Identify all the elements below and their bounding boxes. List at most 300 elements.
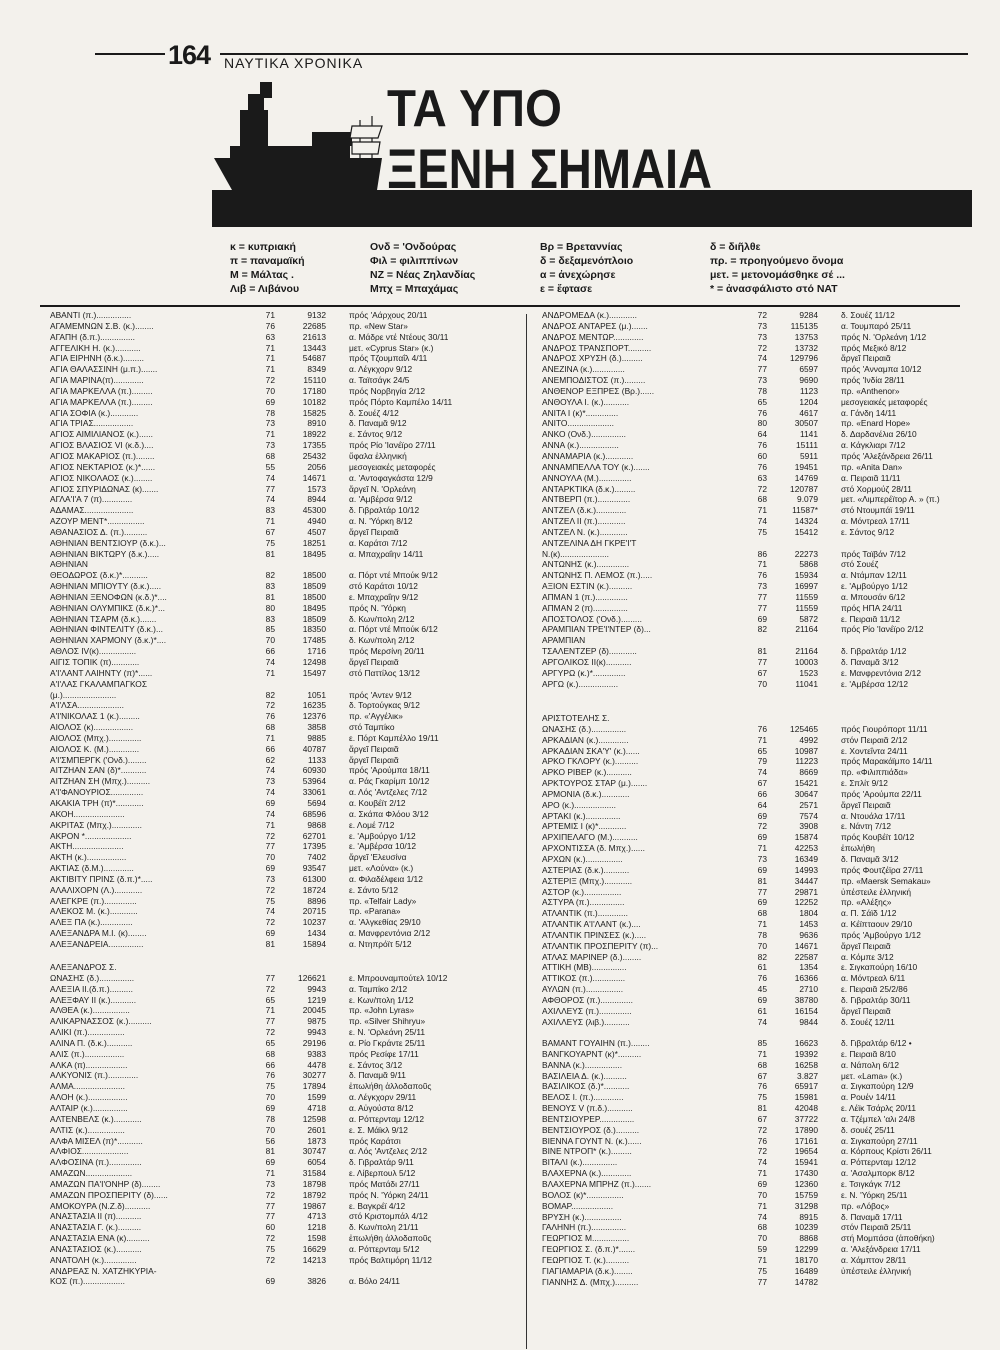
- build-year: 72: [757, 310, 767, 320]
- ship-note: πρός 'Ινδία 28/11: [841, 375, 905, 386]
- ship-name: ΑΤΛΑΝΤΙΚ (π.).............: [542, 908, 628, 919]
- ship-note: ε. Σάντος 3/12: [349, 1059, 403, 1070]
- ship-note: ε. Μπρουναμπούτελ 10/12: [349, 972, 448, 983]
- tonnage: 18922: [302, 429, 326, 440]
- tonnage: 5911: [799, 450, 818, 461]
- ship-name: ΑΜΑΖΩΝ ΠΡΟΣΠΕΡΙΤΥ (δ)......: [50, 1189, 168, 1200]
- build-year: 55: [265, 461, 275, 472]
- ship-name: ΑΡΤΑΚΙ (κ.)...............: [542, 810, 621, 821]
- tonnage: 29196: [302, 1037, 326, 1048]
- ship-name: ΑΔΑΜΑΣ.....................: [50, 505, 134, 516]
- ship-note: στό Χορμούζ 28/11: [841, 483, 912, 494]
- ship-note: ε. Τσιγκάγκ 7/12: [841, 1178, 901, 1189]
- build-year: 65: [265, 994, 275, 1005]
- ship-note: α. Πόρτ ντέ Μπούκ 9/12: [349, 570, 438, 581]
- ship-name: ΑΓΙΟΣ ΝΙΚΟΛΑΟΣ (κ.)........: [50, 472, 153, 483]
- ship-name: ΒΛΑΧΕΡΝΑ ΜΠΡΗΖ (π.).......: [542, 1178, 652, 1189]
- ship-note: δ. Παναμᾶ 17/11: [841, 1211, 903, 1222]
- ship-note: δ. Τορτούγκας 9/12: [349, 700, 420, 711]
- build-year: 71: [265, 732, 275, 743]
- tonnage: 1141: [799, 429, 818, 440]
- ship-name: ΑΛΕΞΑΝΔΡΑ Μ.Ι. (κ)........: [50, 928, 147, 939]
- tonnage: 38780: [794, 994, 818, 1005]
- legend-item: πρ. = προηγούμενο ὄνομα: [710, 255, 844, 267]
- ship-name: ΑΘΗΝΙΑΝ ΒΕΝΤΣΙΟΥΡ (δ.κ.)...: [50, 537, 166, 548]
- ship-note: πρ. «'Αγγέλικ»: [349, 711, 403, 722]
- tonnage: 1219: [307, 994, 326, 1005]
- build-year: 76: [757, 1135, 767, 1146]
- ship-note: πρ. «New Star»: [349, 320, 408, 331]
- build-year: 70: [265, 635, 275, 646]
- ship-note: μετ. «Cyprus Star» (κ.): [349, 342, 434, 353]
- build-year: 67: [757, 667, 767, 678]
- ship-name: ΑΝΑΣΤΑΣΙΟΣ (κ.)...........: [50, 1243, 142, 1254]
- ship-name: ΩΝΑΣΗΣ (δ.)...............: [50, 972, 135, 983]
- legend-item: Βρ = Βρεταννίας: [540, 241, 623, 253]
- ship-note: πρός Μεξικό 8/12: [841, 342, 907, 353]
- ship-note: α. 'Αμβέρσα 9/12: [349, 494, 413, 505]
- tonnage: 61300: [302, 873, 326, 884]
- build-year: 74: [265, 494, 275, 505]
- ship-note: α. 'Ασαλμπορκ 8/12: [841, 1168, 915, 1179]
- ship-note: στόν Πειραιᾶ 2/12: [841, 734, 908, 745]
- build-year: 63: [265, 331, 275, 342]
- tonnage: 62701: [302, 830, 326, 841]
- ship-note: ἄργεῖ Πειραιᾶ: [349, 657, 399, 667]
- tonnage: 1523: [799, 667, 818, 678]
- tonnage: 18350: [302, 624, 326, 635]
- tonnage: 4718: [307, 1102, 326, 1113]
- tonnage: 31584: [302, 1168, 326, 1179]
- ship-note: α. Ντάμπαν 12/11: [841, 570, 907, 581]
- ship-name: ΒΕΛΟΣ Ι. (π.).............: [542, 1092, 624, 1103]
- tonnage: 5872: [799, 613, 818, 624]
- ship-name: ΑΝΙΤΑ Ι (κ)*..............: [542, 407, 619, 418]
- ship-name: ΑΝΔΡΟΣ ΑΝΤΑΡΕΣ (μ.).......: [542, 320, 648, 331]
- ship-name: ΚΟΣ (π.)..................: [50, 1276, 125, 1287]
- build-year: 70: [265, 852, 275, 863]
- build-year: 72: [265, 700, 275, 711]
- ship-name: ΑΘΗΝΙΑΝ ΤΣΑΡΜ (δ.κ.).......: [50, 613, 157, 624]
- ship-note: α. Ντηπρόϊτ 5/12: [349, 938, 412, 949]
- tonnage: 14993: [794, 864, 818, 875]
- build-year: 61: [757, 962, 767, 973]
- ship-note: πρός 'Αμβούργο 1/12: [841, 929, 921, 940]
- build-year: 77: [265, 972, 275, 983]
- ship-name: ΑΝΘΕΝΟΡ ΕΞΠΡΕΣ (Βρ.)......: [542, 385, 655, 396]
- build-year: 76: [265, 711, 275, 722]
- tonnage: 14671: [794, 940, 818, 951]
- ship-note: α. Νάπολη 6/12: [841, 1059, 900, 1070]
- tonnage: 9690: [799, 375, 818, 386]
- build-year: 81: [265, 548, 275, 559]
- build-year: 72: [757, 1124, 767, 1135]
- ship-name: ΑΛΙΚΙ (π.)................: [50, 1027, 125, 1038]
- tonnage: 21613: [302, 331, 326, 342]
- ship-note: α. Π. Σάϊδ 1/12: [841, 908, 897, 919]
- ship-name: ΑΛΘΕΑ (κ.)................: [50, 1005, 130, 1016]
- ship-note: ἄργεῖ 'Ελευσίνα: [349, 852, 407, 863]
- tonnage: 18500: [302, 570, 326, 581]
- ship-name: ΒΑΝΝΑ (κ.)................: [542, 1059, 623, 1070]
- ship-note: α. 'Αντοφαγκάστα 12/9: [349, 472, 433, 483]
- build-year: 72: [757, 1146, 767, 1157]
- ship-note: δ. Σουέζ 4/12: [349, 407, 399, 418]
- ship-name: ΩΝΑΣΗΣ (δ.)...............: [542, 723, 627, 734]
- build-year: 72: [757, 483, 767, 494]
- ship-name: ΑΘΗΝΙΑΝ ΞΕΝΟΦΩΝ (κ.δ.)*....: [50, 591, 167, 602]
- ship-name: Α'Ι'ΛΣΑ....................: [50, 700, 125, 711]
- ship-note: α. Χάμπτον 28/11: [841, 1254, 907, 1265]
- ship-name: ΑΛΦΙΟΣ....................: [50, 1146, 129, 1157]
- build-year: 71: [757, 919, 767, 930]
- tonnage: 68596: [302, 808, 326, 819]
- ship-name: ΑΛΙΣ (π.).................: [50, 1048, 125, 1059]
- ship-name: ΑΠΜΑΝ 2 (π)...............: [542, 602, 628, 613]
- ship-name: ΑΝΤΖΕΛ ΙΙ (π.)............: [542, 516, 626, 527]
- build-year: 73: [265, 776, 275, 787]
- build-year: 75: [757, 526, 767, 537]
- tonnage: 18170: [794, 1254, 818, 1265]
- ship-name: ΑΙΟΛΟΣ (Μπχ.)..............: [50, 732, 142, 743]
- build-year: 74: [265, 472, 275, 483]
- ship-name: ΑΡΤΕΜΙΣ Ι (κ)*............: [542, 821, 627, 832]
- build-year: 71: [757, 1254, 767, 1265]
- build-year: 78: [265, 1113, 275, 1124]
- legend-item: Φιλ = φιλιππίνων: [370, 255, 459, 267]
- ship-name: ΑΖΟΥΡ ΜΕΝΤ*................: [50, 516, 145, 527]
- legend-item: α = ἀνεχώρησε: [540, 269, 616, 281]
- tonnage: 15412: [794, 526, 818, 537]
- ship-note: ἄργεῖ Πειραιᾶ: [841, 799, 891, 810]
- tonnage: 2710: [799, 984, 818, 995]
- ship-name: ΑΠΜΑΝ 1 (π.)..............: [542, 591, 628, 602]
- ship-name: ΒΟΛΟΣ (κ)*................: [542, 1189, 624, 1200]
- ship-name: ΑΡΧΩΝ (κ.)................: [542, 853, 623, 864]
- tonnage: 2056: [307, 461, 326, 472]
- ship-note: πρ. «Anthenor»: [841, 385, 900, 396]
- ship-note: πρός 'Αρούμπα 22/11: [841, 788, 922, 799]
- ship-name: ΑΛΜΑ......................: [50, 1081, 125, 1092]
- tonnage: 37722: [794, 1113, 818, 1124]
- build-year: 72: [265, 830, 275, 841]
- ship-note: ε. Λίβερπουλ 5/12: [349, 1168, 416, 1179]
- tonnage: 9383: [307, 1048, 326, 1059]
- ship-name: ΑΤΛΑΝΤΙΚ Α'Ι'ΛΑΝΤ (κ.)....: [542, 919, 641, 930]
- ship-note: α. Λέγκχορν 29/11: [349, 1092, 417, 1103]
- build-year: 60: [757, 450, 767, 461]
- build-year: 75: [757, 1265, 767, 1276]
- ship-name: (μ.).......................: [50, 689, 117, 700]
- build-year: 69: [265, 1102, 275, 1113]
- ship-note: ε. Σπλίτ 9/12: [841, 778, 888, 789]
- build-year: 71: [757, 843, 767, 854]
- ship-note: α. Ρουέν 14/11: [841, 1092, 896, 1103]
- build-year: 75: [265, 1081, 275, 1092]
- ship-note: α. Αὐγούστα 8/12: [349, 1102, 414, 1113]
- build-year: 74: [757, 767, 767, 778]
- tonnage: 4617: [799, 407, 818, 418]
- tonnage: 93547: [302, 863, 326, 874]
- ship-name: ΓΕΩΡΓΙΟΣ Τ. (κ.)..........: [542, 1254, 630, 1265]
- ship-note: δ. Κων/πολη 2/12: [349, 635, 415, 646]
- header-rule-left: [95, 53, 165, 55]
- build-year: 66: [265, 743, 275, 754]
- ship-note: δ. Γιβραλτάρ 9/11: [349, 1157, 414, 1168]
- build-year: 71: [757, 734, 767, 745]
- ship-note: ε. Λομέ 7/12: [349, 819, 395, 830]
- ship-name: ΑΠΟΣΤΟΛΟΣ ('Ονδ.).........: [542, 613, 642, 624]
- title-line-2: ΞΕΝΗ ΣΗΜΑΙΑ: [387, 137, 712, 200]
- tonnage: 12376: [302, 711, 326, 722]
- ship-name: ΑΜΑΖΩΝ....................: [50, 1168, 133, 1179]
- build-year: 72: [265, 1254, 275, 1265]
- ship-name: ΑΡΚΑΔΙΑΝ (κ.).............: [542, 734, 629, 745]
- ship-name: ΑΓΑΠΗ (δ.π.)...............: [50, 331, 136, 342]
- ship-name: ΑΝΝΑΜΠΕΛΛΑ ΤΟΥ (κ.).......: [542, 461, 650, 472]
- ship-name: Α'Ι'ΦΑΝΟΥΡΙΟΣ..............: [50, 787, 144, 798]
- tonnage: 15110: [303, 375, 326, 386]
- tonnage: 1599: [307, 1092, 326, 1103]
- ship-name: ΑΓΙΟΣ ΒΛΑΣΙΟΣ VI (κ.δ.)....: [50, 440, 154, 451]
- build-year: 69: [757, 994, 767, 1005]
- build-year: 68: [265, 1048, 275, 1059]
- build-year: 71: [265, 516, 275, 527]
- tonnage: 13753: [794, 331, 818, 342]
- tonnage: 1873: [307, 1135, 326, 1146]
- tonnage: 17161: [794, 1135, 818, 1146]
- tonnage: 15941: [794, 1157, 818, 1168]
- legend-item: Ονδ = 'Ονδούρας: [370, 241, 457, 253]
- ship-note: στό Ταμπίκο: [349, 722, 395, 733]
- tonnage: 42048: [794, 1103, 818, 1114]
- ship-name: ΑΓΙΟΣ ΜΑΚΑΡΙΟΣ (π.)........: [50, 450, 155, 461]
- tonnage: 10003: [794, 657, 818, 667]
- tonnage: 29871: [794, 886, 818, 897]
- build-year: 66: [265, 646, 275, 657]
- ship-name: ΑΝΙΤΟ....................: [542, 418, 614, 429]
- tonnage: 19451: [794, 461, 818, 472]
- legend-item: ΝΖ = Νέας Ζηλανδίας: [370, 269, 476, 281]
- tonnage: 16154: [794, 1005, 818, 1016]
- tonnage: 12360: [794, 1178, 818, 1189]
- ship-name: ΑΝΤΖΕΛ (δ.κ.).............: [542, 505, 627, 516]
- ship-name: ΑΡΧΙΠΕΛΑΓΟ (Μ.)...........: [542, 832, 638, 843]
- build-year: 82: [265, 570, 275, 581]
- build-year: 70: [757, 678, 767, 689]
- ship-note: πρ. «Telfair Lady»: [349, 895, 417, 906]
- tonnage: 22587: [794, 951, 818, 962]
- ship-name: ΑΛΕΞΦΑΥ ΙΙ (κ.)...........: [50, 994, 137, 1005]
- ship-note: α. Μόντρεαλ 17/11: [841, 516, 910, 527]
- ship-note: πρός 'Αρούμπα 18/11: [349, 765, 430, 776]
- build-year: 77: [265, 1200, 275, 1211]
- build-year: 69: [265, 928, 275, 939]
- ship-name: ΤΣΑΛΕΝΤΖΕΡ (δ)............: [542, 646, 637, 657]
- tonnage: 5694: [307, 797, 326, 808]
- ship-note: α. Σκάπα Φλόου 3/12: [349, 808, 429, 819]
- tonnage: 17485: [302, 635, 326, 646]
- ship-name: ΑΛΦΑ ΜΙΣΕΛ (π)*...........: [50, 1135, 143, 1146]
- build-year: 74: [757, 1157, 767, 1168]
- ship-name: ΓΕΩΡΓΙΟΣ Μ................: [542, 1233, 630, 1244]
- tonnage: 1051: [307, 689, 326, 700]
- ship-name: ΑΓΑΜΕΜΝΩΝ Σ.Β. (κ.)........: [50, 320, 154, 331]
- ship-note: ἄργεῖ Ν. 'Ορλεάνη: [349, 483, 416, 494]
- tonnage: 53964: [302, 776, 326, 787]
- build-year: 85: [265, 624, 275, 635]
- ship-name: ΑΝΕΖΙΝΑ (κ.)..............: [542, 364, 625, 375]
- tonnage: 14782: [794, 1276, 818, 1287]
- ship-note: δ. Παναμᾶ 3/12: [841, 657, 899, 667]
- legend-item: δ = διῆλθε: [710, 241, 761, 253]
- ship-note: α. Μόντρεαλ 6/11: [841, 973, 906, 984]
- ship-name: ΒΑΜΑΝΤ ΓΟΥΑΙΗΝ (π.)........: [542, 1038, 650, 1048]
- ship-name: ΑΘΗΝΙΑΝ ΟΛΥΜΠΙΚΣ (δ.κ.)*...: [50, 602, 165, 613]
- ship-name: ΑΛΕΚΟΣ Μ. (κ.)............: [50, 906, 138, 917]
- ship-note: α. 'Αλεξάνδρεια 17/11: [841, 1244, 921, 1255]
- ship-note: στό Παττίλος 13/12: [349, 667, 420, 678]
- build-year: 81: [757, 875, 767, 886]
- tonnage: 4478: [307, 1059, 326, 1070]
- ship-note: μεσογειακές μεταφορές: [841, 396, 928, 407]
- ship-note: α. Γάνδη 14/11: [841, 407, 897, 418]
- build-year: 67: [265, 526, 275, 537]
- tonnage: 40787: [302, 743, 326, 754]
- ship-name: ΑΝΤΖΕΛ Ν. (κ.)............: [542, 526, 628, 537]
- ship-name: ΑΡΓΟΛΙΚΟΣ ΙΙ(κ)...........: [542, 657, 632, 667]
- build-year: 72: [265, 1189, 275, 1200]
- tonnage: 18495: [302, 602, 326, 613]
- build-year: 69: [757, 810, 767, 821]
- tonnage: 9284: [799, 310, 818, 320]
- tonnage: 30507: [794, 418, 818, 429]
- build-year: 77: [265, 841, 275, 852]
- ship-note: μετ. «Λιμπερέϊτορ Α. » (π.): [841, 494, 940, 505]
- tonnage: 8349: [307, 364, 326, 375]
- tonnage: 19392: [794, 1048, 818, 1059]
- ship-name: ΑΤΤΙΚΟΣ (π.)..............: [542, 973, 626, 984]
- ship-note: α. Ρόττερνταμ 12/12: [841, 1157, 917, 1168]
- tonnage: 4992: [799, 734, 818, 745]
- tonnage: 17355: [302, 440, 326, 451]
- tonnage: 22685: [302, 320, 326, 331]
- ship-name: ΑΝΝΑ (κ.).................: [542, 440, 619, 451]
- ship-note: ε. 'Αμβούργο 1/12: [349, 830, 416, 841]
- ship-note: πρός ΗΠΑ 24/11: [841, 602, 903, 613]
- tonnage: 1218: [307, 1222, 326, 1233]
- ship-name: ΑΝΝΑΜΑΡΙΑ (κ.)............: [542, 450, 634, 461]
- ship-name: ΑΓΙΟΣ ΣΠΥΡΙΔΩΝΑΣ (κ).......: [50, 483, 159, 494]
- build-year: 74: [265, 808, 275, 819]
- ship-note: δ. σουέζ 25/11: [841, 1124, 895, 1135]
- build-year: 71: [265, 1005, 275, 1016]
- ship-note: δ. Σουέζ 11/12: [841, 310, 895, 320]
- tonnage: 15874: [794, 832, 818, 843]
- build-year: 68: [757, 1059, 767, 1070]
- tonnage: 9844: [799, 1016, 818, 1027]
- ship-name: ΑΒΑΝΤΙ (π.)...............: [50, 310, 132, 320]
- ship-note: ἄργεῖ Πειραιᾶ: [349, 754, 399, 765]
- tonnage: 34447: [794, 875, 818, 886]
- ship-name: ΑΡΓΩ (κ.).................: [542, 678, 619, 689]
- tonnage: 1453: [799, 919, 818, 930]
- build-year: 81: [265, 591, 275, 602]
- ship-note: πρός 'Ανναμπα 10/12: [841, 364, 922, 375]
- tonnage: 54687: [302, 353, 326, 364]
- tonnage: 17894: [302, 1081, 326, 1092]
- ship-note: α. Κάγκλιαρι 7/12: [841, 440, 906, 451]
- ship-name: ΒΙΤΑΛΙ (κ.)...............: [542, 1157, 618, 1168]
- tonnage: 125465: [790, 723, 818, 734]
- ship-name: ΓΕΩΡΓΙΟΣ Σ. (δ.π.)*.......: [542, 1244, 636, 1255]
- tonnage: 16366: [794, 973, 818, 984]
- build-year: 77: [757, 886, 767, 897]
- build-year: 65: [265, 1037, 275, 1048]
- ship-name: ΑΣΤΕΡΙΑΣ (δ.κ.)...........: [542, 864, 630, 875]
- build-year: 76: [265, 1070, 275, 1081]
- tonnage: 1133: [307, 754, 326, 765]
- tonnage: 6054: [307, 1157, 326, 1168]
- build-year: 78: [265, 407, 275, 418]
- ship-name: ΑΘΗΝΙΑΝ ΒΙΚΤΩΡΥ (δ.κ.).....: [50, 548, 160, 559]
- tonnage: 18509: [302, 581, 326, 592]
- ship-name: ΑΦΘΟΡΟΣ (π.)..............: [542, 994, 633, 1005]
- ship-note: δ. Κων/πολη 21/11: [349, 1222, 419, 1233]
- tonnage: 2601: [307, 1124, 326, 1135]
- ship-note: α. Ρόττερνταμ 5/12: [349, 1243, 420, 1254]
- ship-name: ΑΚΤΙΑΣ (δ.Μ.).............: [50, 863, 134, 874]
- build-year: 71: [265, 342, 275, 353]
- ship-note: ε. Πειραιᾶ 25/2/86: [841, 984, 908, 995]
- build-year: 80: [265, 602, 275, 613]
- build-year: 76: [757, 723, 767, 734]
- build-year: 72: [265, 1233, 275, 1244]
- ship-note: ἄργεῖ Πειραιᾶ: [349, 526, 399, 537]
- build-year: 68: [757, 1222, 767, 1233]
- build-year: 76: [265, 320, 275, 331]
- ship-note: ε. Νάντη 7/12: [841, 821, 892, 832]
- ship-name: ΒΙΝΕ ΝΤΡΟΠ* (κ.).........: [542, 1146, 632, 1157]
- tonnage: 7402: [307, 852, 326, 863]
- title-line-1: ΤΑ ΥΠΟ: [387, 80, 562, 138]
- ship-note: δ. Παναμᾶ 9/11: [349, 1070, 406, 1081]
- tonnage: 10239: [794, 1222, 818, 1233]
- ship-note: πρ. «Φιλιππιάδα»: [841, 767, 908, 778]
- ship-note: α. Μπουσάν 6/12: [841, 591, 906, 602]
- ship-note: ε. Μανφρεντόνια 2/12: [841, 667, 921, 678]
- ship-note: δ. Γιβραλτάρ 10/12: [349, 505, 420, 516]
- legend-col-2: [370, 240, 475, 296]
- ship-note: πρός Ρίο 'Ιανέϊρο 2/12: [841, 624, 924, 635]
- build-year: 45: [757, 984, 767, 995]
- ship-note: πρ. «John Lyras»: [349, 1005, 415, 1016]
- build-year: 68: [265, 450, 275, 461]
- build-year: 73: [265, 1178, 275, 1189]
- ship-name: Α'Ι'ΛΑΣ ΓΚΑΛΑΜΠΑΓΚΟΣ: [50, 678, 148, 689]
- tonnage: 60930: [302, 765, 326, 776]
- ship-name: ΑΣΤΥΡΑ (π.)...............: [542, 897, 625, 908]
- ship-note: α. Κόμπε 3/12: [841, 951, 894, 962]
- ship-name: ΑΚΤΗ......................: [50, 841, 124, 852]
- build-year: 70: [265, 385, 275, 396]
- ship-note: ἐπωλήθη: [841, 843, 875, 854]
- ship-note: πρός Ν. 'Υόρκη 24/11: [349, 1189, 429, 1200]
- ship-note: α. Ράς Γκαρίμπ 10/12: [349, 776, 430, 787]
- build-year: 74: [265, 787, 275, 798]
- ship-note: α. Φιλαδέλφεια 1/12: [349, 873, 423, 884]
- tonnage: 3826: [307, 1276, 326, 1287]
